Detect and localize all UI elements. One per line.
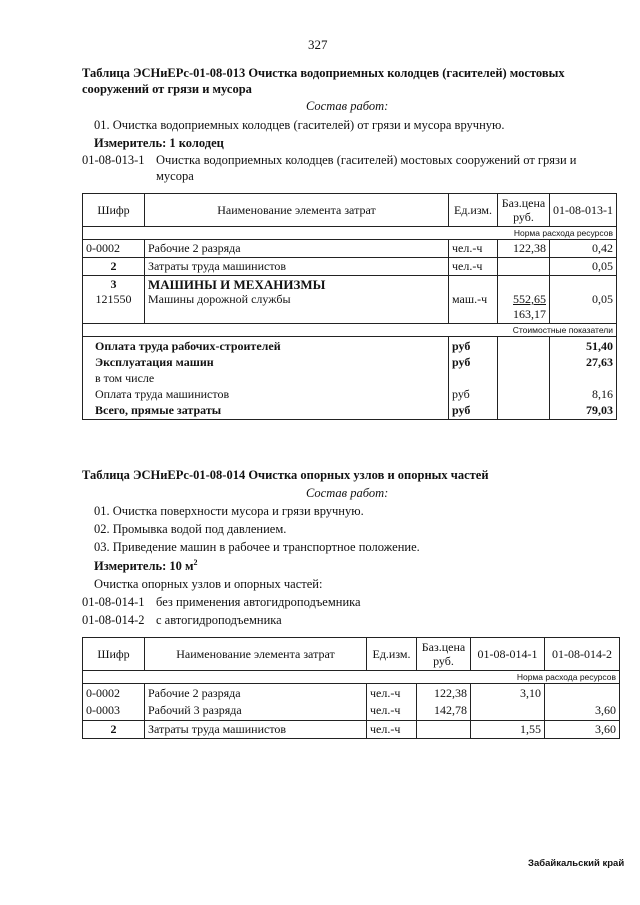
cost-unit: руб xyxy=(452,387,470,401)
table1-measure: Измеритель: 1 колодец xyxy=(94,136,224,150)
table-row xyxy=(83,276,617,324)
table2-measure-label: Измеритель: 10 м xyxy=(94,559,194,574)
table2-header-row xyxy=(83,638,620,671)
table2-title: Таблица ЭСНиЕРс-01-08-014 Очистка опорных узлов и опорных частей xyxy=(82,468,489,482)
table2-cell-value: 3,60 xyxy=(545,721,620,739)
table1-item-text-line2: мусора xyxy=(156,169,194,183)
table1-machines-code-cell xyxy=(83,276,145,324)
page-number: 327 xyxy=(308,37,328,52)
table2-work-heading: Состав работ: xyxy=(306,486,389,500)
cost-value: 51,40 xyxy=(586,339,613,353)
table2-measure-sup: 2 xyxy=(193,558,198,567)
table1-machine-name: Машины дорожной службы xyxy=(148,292,291,306)
cost-name: Эксплуатация машин xyxy=(95,355,214,369)
table2-norm-note-row xyxy=(83,671,620,684)
table2-cell-price: 142,78 xyxy=(434,703,467,717)
cost-value: 8,16 xyxy=(592,387,613,401)
footer-region: Забайкальский край xyxy=(528,858,625,869)
table2-cell-name: Рабочие 2 разряда xyxy=(148,686,241,700)
cost-value xyxy=(553,370,613,386)
table2-cell-price xyxy=(417,721,471,739)
table2-cell-code: 0-0003 xyxy=(86,703,120,717)
table2 xyxy=(82,637,620,739)
table2-cell-unit: чел.-ч xyxy=(370,703,401,717)
table1-machine-value: 0,05 xyxy=(592,292,613,306)
cost-unit: руб xyxy=(452,403,471,417)
table1-cell-price: 122,38 xyxy=(498,240,550,258)
table1-machines-value-cell xyxy=(550,276,617,324)
table1-header-name: Наименование элемента затрат xyxy=(145,194,449,227)
table2-item-code-1: 01-08-014-1 xyxy=(82,595,145,609)
table1-cost-price xyxy=(498,337,550,420)
table1-cell-code: 0-0002 xyxy=(83,240,145,258)
table2-header-name: Наименование элемента затрат xyxy=(145,638,367,671)
cost-unit: руб xyxy=(452,339,471,353)
table1-cell-unit: чел.-ч xyxy=(449,240,498,258)
table-row xyxy=(83,240,617,258)
table2-cell-name: Рабочий 3 разряда xyxy=(148,703,242,717)
table2-cell-unit: чел.-ч xyxy=(367,721,417,739)
table1-machine-code: 121550 xyxy=(95,292,132,306)
table1-header-price-line1: Баз.цена xyxy=(501,196,546,210)
table2-cell-code: 0-0002 xyxy=(86,686,120,700)
table1-cell-name: Рабочие 2 разряда xyxy=(145,240,449,258)
table2-header-price-line2: руб. xyxy=(433,654,454,668)
table1-cost-names xyxy=(83,337,449,420)
table1-cost-note-row xyxy=(83,324,617,337)
table1-machines-group-name: МАШИНЫ И МЕХАНИЗМЫ xyxy=(148,277,326,292)
table2-header-col2: 01-08-014-2 xyxy=(545,638,620,671)
table2-labor-block xyxy=(83,684,620,721)
table2-norm-note: Норма расхода ресурсов xyxy=(83,671,620,684)
table2-header-col1: 01-08-014-1 xyxy=(471,638,545,671)
table2-work-item-3: 03. Приведение машин в рабочее и транспортное положение. xyxy=(94,540,420,554)
table2-header-price-line1: Баз.цена xyxy=(421,640,466,654)
table2-item-heading: Очистка опорных узлов и опорных частей: xyxy=(94,577,323,591)
table1-cell-price xyxy=(498,258,550,276)
table1-title-line1: Таблица ЭСНиЕРс-01-08-013 Очистка водоприемных колодцев (гасителей) мостовых xyxy=(82,66,565,80)
table2-item-code-2: 01-08-014-2 xyxy=(82,613,145,627)
table2-header-code: Шифр xyxy=(83,638,145,671)
table2-labor-names xyxy=(145,684,367,721)
cost-unit: руб xyxy=(452,355,471,369)
table2-labor-codes xyxy=(83,684,145,721)
table1-item-text-line1: Очистка водоприемных колодцев (гасителей) мостовых сооружений от грязи и xyxy=(156,153,577,167)
table1-machines-price-cell xyxy=(498,276,550,324)
table1-cell-name: Затраты труда машинистов xyxy=(145,258,449,276)
table2-cell-value xyxy=(548,685,616,702)
table2-header-unit: Ед.изм. xyxy=(367,638,417,671)
table2-work-item-1: 01. Очистка поверхности мусора и грязи вручную. xyxy=(94,504,364,518)
table2-labor-units xyxy=(367,684,417,721)
table1-header-row xyxy=(83,194,617,227)
table2-cell-name: Затраты труда машинистов xyxy=(145,721,367,739)
table1-machines-unit-cell xyxy=(449,276,498,324)
table1-machines-name-cell xyxy=(145,276,449,324)
table1-header-unit: Ед.изм. xyxy=(449,194,498,227)
table1-header-code: Шифр xyxy=(83,194,145,227)
table1-work-heading: Состав работ: xyxy=(306,99,389,113)
table1-header-col1: 01-08-013-1 xyxy=(550,194,617,227)
table1-cell-value: 0,05 xyxy=(550,258,617,276)
table1-item-code: 01-08-013-1 xyxy=(82,153,145,167)
table1-machine-unit: маш.-ч xyxy=(452,292,488,306)
table2-item-text-1: без применения автогидроподъемника xyxy=(156,595,361,609)
cost-unit xyxy=(452,370,494,386)
cost-name: в том числе xyxy=(95,371,155,385)
table2-work-item-2: 02. Промывка водой под давлением. xyxy=(94,522,287,536)
table1-header-price xyxy=(498,194,550,227)
cost-value: 27,63 xyxy=(586,355,613,369)
table1 xyxy=(82,193,617,420)
table1-header-price-line2: руб. xyxy=(513,210,534,224)
table2-cell-value: 1,55 xyxy=(471,721,545,739)
table1-norm-note: Норма расхода ресурсов xyxy=(83,227,617,240)
table1-title-line2: сооружений от грязи и мусора xyxy=(82,82,252,96)
table1-cell-unit: чел.-ч xyxy=(449,258,498,276)
cost-name: Оплата труда рабочих-строителей xyxy=(95,339,281,353)
table-row xyxy=(83,258,617,276)
table1-cost-values xyxy=(550,337,617,420)
table2-cell-value xyxy=(474,702,541,719)
table2-cell-value: 3,10 xyxy=(520,686,541,700)
table1-norm-note-row xyxy=(83,227,617,240)
table2-labor-values-col1 xyxy=(471,684,545,721)
table1-work-item: 01. Очистка водоприемных колодцев (гасителей) от грязи и мусора вручную. xyxy=(94,118,505,132)
table2-cell-code: 2 xyxy=(83,721,145,739)
table2-cell-price: 122,38 xyxy=(434,686,467,700)
table1-machine-price-bottom: 163,17 xyxy=(513,307,546,321)
table2-item-text-2: с автогидроподъемника xyxy=(156,613,282,627)
table2-cell-value: 3,60 xyxy=(595,703,616,717)
table2-labor-values-col2 xyxy=(545,684,620,721)
table1-cell-code: 2 xyxy=(83,258,145,276)
table1-machine-price-top: 552,65 xyxy=(513,292,546,306)
table1-cost-note: Стоимостные показатели xyxy=(83,324,617,337)
table2-labor-prices xyxy=(417,684,471,721)
cost-name: Оплата труда машинистов xyxy=(95,387,230,401)
table1-cell-value: 0,42 xyxy=(550,240,617,258)
table-row xyxy=(83,721,620,739)
table1-cost-units xyxy=(449,337,498,420)
table1-cost-block xyxy=(83,337,617,420)
table2-cell-unit: чел.-ч xyxy=(370,686,401,700)
cost-value: 79,03 xyxy=(586,403,613,417)
table1-machines-group-code: 3 xyxy=(110,277,117,291)
table2-header-price xyxy=(417,638,471,671)
cost-name: Всего, прямые затраты xyxy=(95,403,222,417)
table2-measure xyxy=(94,558,198,574)
